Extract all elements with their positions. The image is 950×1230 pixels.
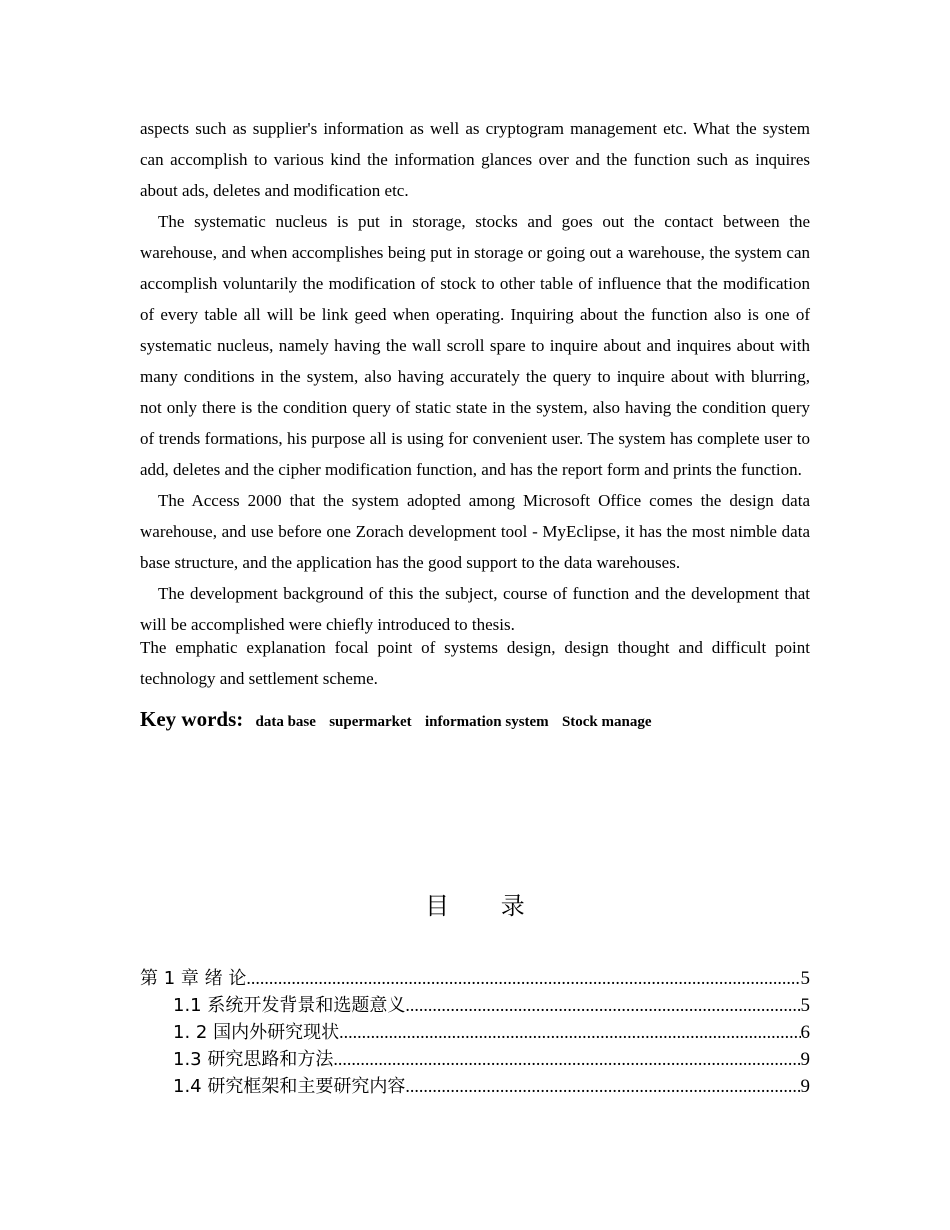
keyword-term: information system <box>424 714 549 730</box>
toc-page-number: 9 <box>800 1076 810 1097</box>
abstract-paragraph-2: The systematic nucleus is put in storage, stocks and goes out the contact between the warehouse, and when accomplishes being put in storage or going out a warehouse, the system can accomplish voluntarily the modification of stock to other table of influence that the modification of every table all will be link geed when operating. Inquiring about the function also is one of systematic nucleus, namely having the wall scroll spare to inquire about and inquires about with many conditions in the system, also having accurately the query to inquire about with blurring, not only there is the condition query of static state in the system, also having the condition query of trends formations, his purpose all is using for convenient user. The system has complete user to add, deletes and the cipher modification function, and has the report form and prints the function. <box>140 212 810 479</box>
toc-entry-label: 第 1 章 绪 论 <box>140 968 247 989</box>
toc-page-number: 5 <box>800 995 810 1016</box>
abstract-paragraph-4: The development background of this the subject, course of function and the development that will be accomplished were chiefly introduced to thesis. <box>140 584 810 634</box>
abstract-paragraph-1: aspects such as supplier's information as well as cryptogram management etc. What the system can accomplish to various kind the information glances over and the function such as inquires about ads, deletes and modification etc. <box>140 119 810 200</box>
toc-dot-leader <box>333 1046 800 1072</box>
keyword-term: data base <box>255 714 316 730</box>
toc-page-number: 6 <box>800 1022 810 1043</box>
toc-page-number: 5 <box>800 968 810 989</box>
table-of-contents <box>140 965 810 1100</box>
toc-title: 目 录 <box>425 892 547 920</box>
abstract-paragraph-3: The Access 2000 that the system adopted among Microsoft Office comes the design data warehouse, and use before one Zorach development tool - MyEclipse, it has the most nimble data base structure, and the application has the good support to the data warehouses. <box>140 491 810 572</box>
keywords-label: Key words: <box>140 707 244 731</box>
toc-entry-1-2[interactable] <box>140 1019 810 1046</box>
abstract-section <box>140 113 810 737</box>
abstract-paragraph-5: The emphatic explanation focal point of systems design, design thought and difficult point technology and settlement scheme. <box>140 638 810 688</box>
keyword-term: supermarket <box>329 714 412 730</box>
toc-page-number: 9 <box>800 1049 810 1070</box>
toc-entry-label: 1.3 研究思路和方法 <box>173 1049 334 1070</box>
toc-entry-label: 1.1 系统开发背景和选题意义 <box>173 995 406 1016</box>
toc-entry-1-3[interactable] <box>140 1046 810 1073</box>
toc-dot-leader <box>405 992 800 1018</box>
toc-dot-leader <box>339 1019 800 1045</box>
toc-dot-leader <box>246 965 800 991</box>
toc-entry-label: 1.4 研究框架和主要研究内容 <box>173 1076 406 1097</box>
toc-dot-leader <box>405 1073 800 1099</box>
toc-entry-label: 1. 2 国内外研究现状 <box>173 1022 340 1043</box>
keywords-line <box>140 704 810 737</box>
toc-entry-chapter-1[interactable] <box>140 965 810 992</box>
keyword-term: Stock manage <box>561 714 652 730</box>
toc-entry-1-1[interactable] <box>140 992 810 1019</box>
toc-entry-1-4[interactable] <box>140 1073 810 1100</box>
